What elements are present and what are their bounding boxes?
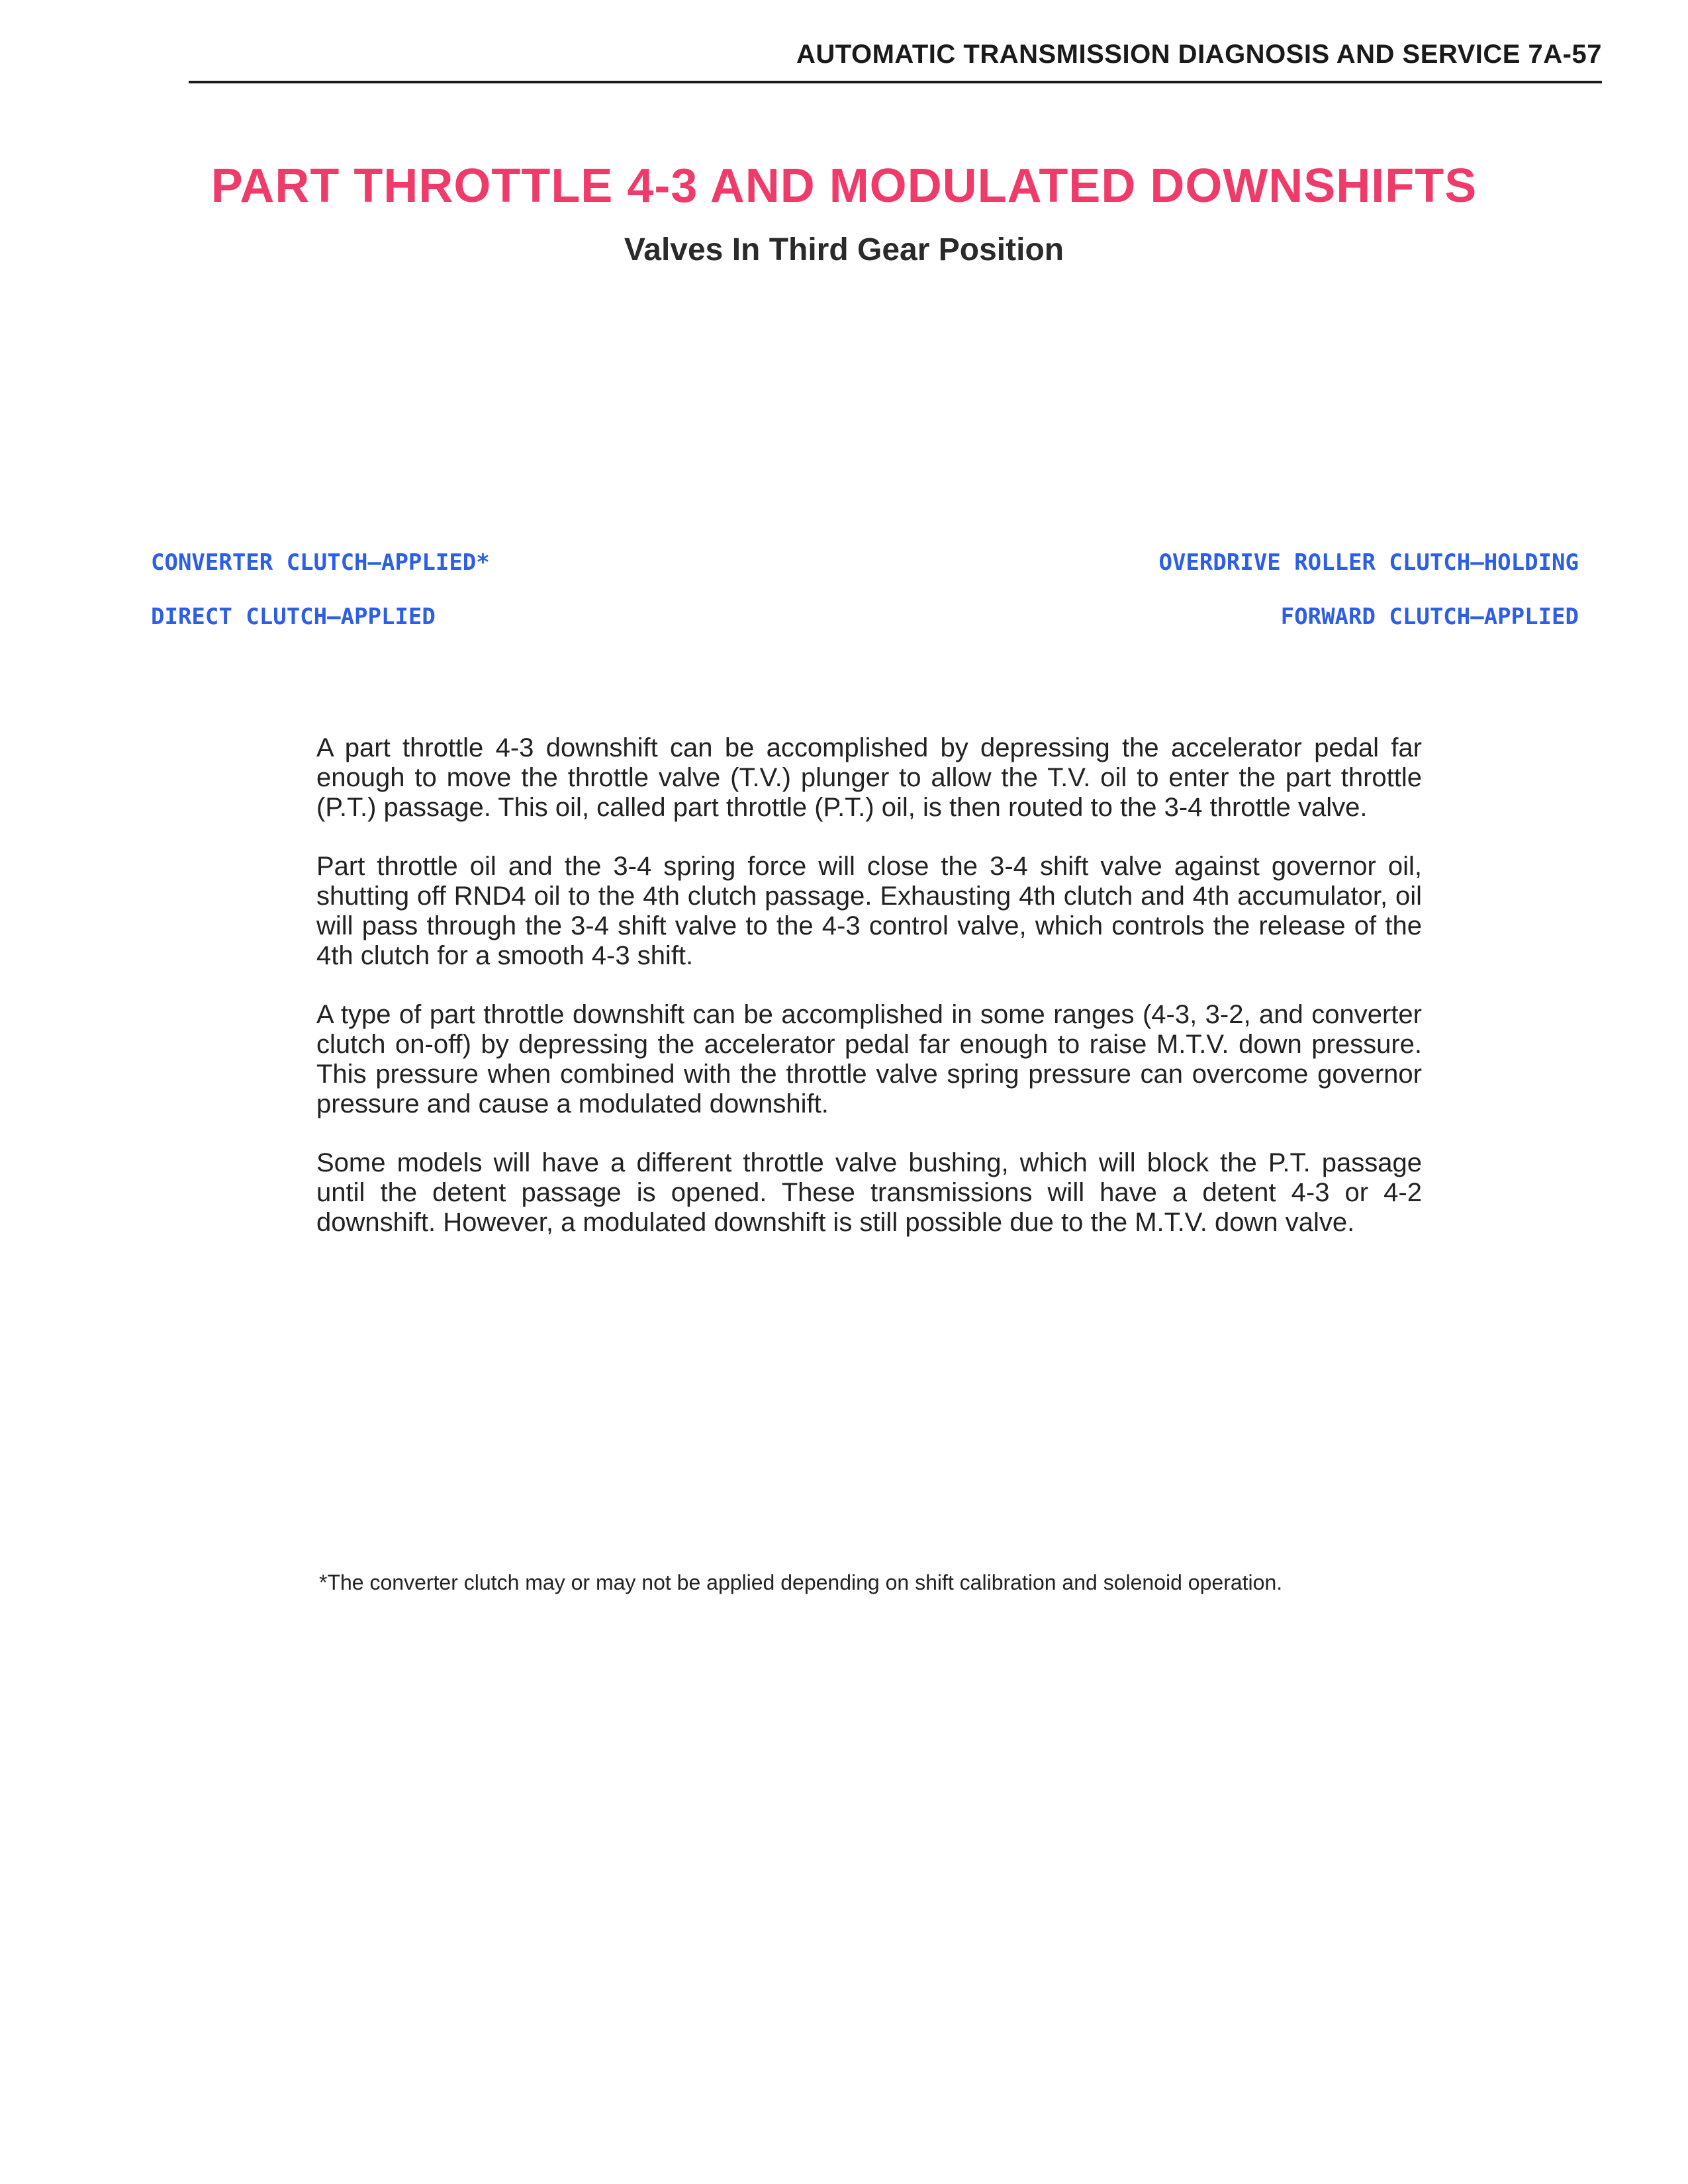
paragraph-throttle-valve-bushing: Some models will have a different throttle valve bushing, which will block the P.T. passage until the detent passage is opened. These transmissions will have a detent 4-3 or 4-2 downshift. However, a modulated downshift is still possible due to the M.T.V. down valve.: [316, 1148, 1422, 1237]
forward-clutch-status: FORWARD CLUTCH–APPLIED: [1280, 604, 1579, 630]
body-text: [316, 733, 1422, 1267]
page-title: PART THROTTLE 4-3 AND MODULATED DOWNSHIFTS: [211, 159, 1477, 212]
footnote: *The converter clutch may or may not be applied depending on shift calibration and solenoid operation.: [319, 1570, 1283, 1594]
running-header: [189, 34, 1602, 83]
page-subtitle: Valves In Third Gear Position: [624, 232, 1064, 267]
direct-clutch-status: DIRECT CLUTCH–APPLIED: [151, 604, 436, 630]
paragraph-shift-valve: Part throttle oil and the 3-4 spring force will close the 3-4 shift valve against governor oil, shutting off RND4 oil to the 4th clutch passage. Exhausting 4th clutch and 4th accumulator, oil will pass through the 3-4 shift valve to the 4-3 control valve, which controls the release of the 4th clutch for a smooth 4-3 shift.: [316, 852, 1422, 970]
running-head-text: AUTOMATIC TRANSMISSION DIAGNOSIS AND SERVICE 7A-57: [796, 40, 1602, 69]
converter-clutch-status: CONVERTER CLUTCH–APPLIED*: [151, 549, 490, 576]
overdrive-roller-clutch-status: OVERDRIVE ROLLER CLUTCH–HOLDING: [1158, 549, 1579, 576]
paragraph-modulated-downshift: A type of part throttle downshift can be accomplished in some ranges (4-3, 3-2, and converter clutch on-off) by depressing the accelerator pedal far enough to raise M.T.V. down pressure. This pressure when combined with the throttle valve spring pressure can overcome governor pressure and cause a modulated downshift.: [316, 1000, 1422, 1118]
paragraph-part-throttle-downshift: A part throttle 4-3 downshift can be accomplished by depressing the accelerator pedal far enough to move the throttle valve (T.V.) plunger to allow the T.V. oil to enter the part throttle (P.T.) passage. This oil, called part throttle (P.T.) oil, is then routed to the 3-4 throttle valve.: [316, 733, 1422, 822]
